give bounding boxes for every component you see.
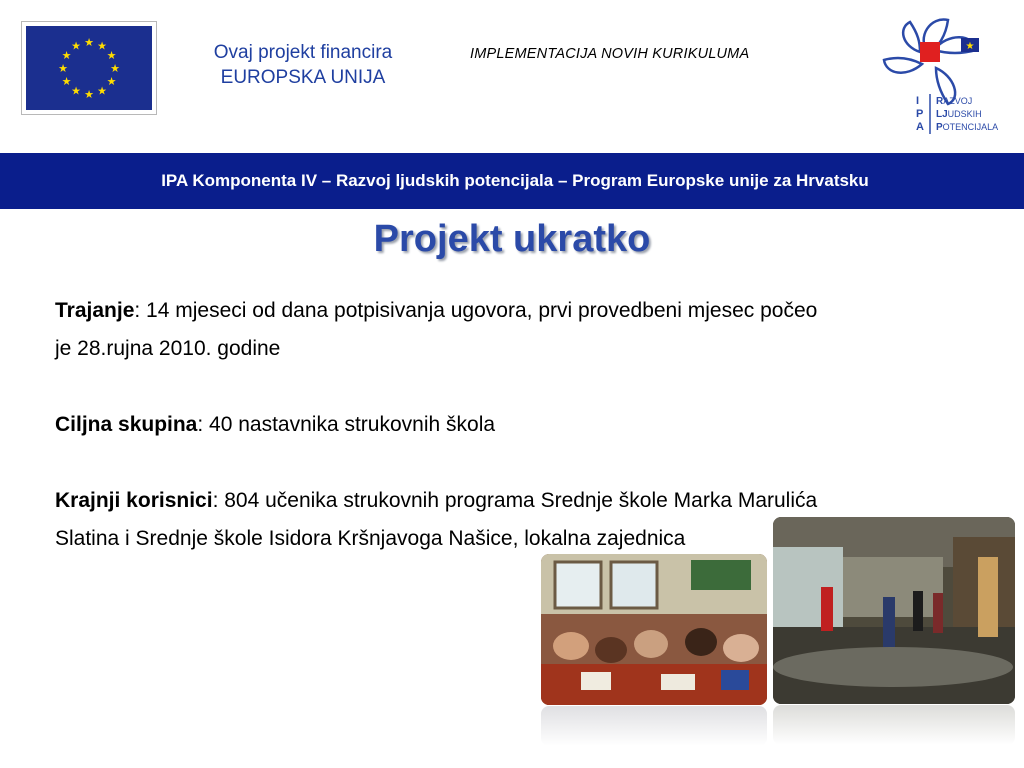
slide-title: Projekt ukratko	[373, 218, 651, 260]
funding-note	[168, 40, 438, 90]
eu-star-icon: ★	[110, 62, 120, 75]
item-duration-label: Trajanje	[55, 299, 135, 322]
eu-star-icon: ★	[106, 75, 117, 88]
logo-letter-p: P	[916, 108, 924, 120]
item-duration-text: : 14 mjeseci od dana potpisivanja ugovora, prvi provedbeni mjesec počeo je 28.rujna 2010. godine	[55, 299, 818, 360]
school-hallway-photo-reflection	[773, 705, 1015, 745]
program-banner: IPA Komponenta IV – Razvoj ljudskih potencijala – Program Europske unije za Hrvatsku	[0, 153, 1024, 209]
ipa-logo-graphic	[876, 6, 1016, 140]
classroom-photo-reflection	[541, 706, 767, 746]
eu-star-icon: ★	[58, 62, 68, 75]
eu-flag-graphic	[26, 26, 152, 110]
eu-star-icon: ★	[97, 84, 107, 98]
slide-content	[55, 292, 835, 558]
eu-star-icon: ★	[97, 39, 107, 53]
logo-word-potencijala: POTENCIJALA	[936, 122, 999, 133]
logo-word-ljudskih: LJUDSKIH	[936, 109, 982, 120]
item-target-group-label: Ciljna skupina	[55, 413, 198, 436]
eu-star-icon: ★	[71, 84, 81, 98]
ipa-logo-icon	[876, 6, 1016, 140]
eu-star-icon: ★	[61, 75, 72, 88]
item-end-users-text: : 804 učenika strukovnih programa Srednje škole Marka Marulića Slatina i Srednje škole Isidora Kršnjavoga Našice, lokalna zajednica	[55, 489, 818, 550]
item-target-group	[55, 406, 835, 444]
eu-flag-icon	[21, 21, 157, 115]
eu-star-icon: ★	[106, 49, 117, 62]
school-hallway-photo	[773, 517, 1015, 704]
item-end-users	[55, 482, 820, 558]
eu-star-icon: ★	[84, 88, 94, 101]
item-target-group-text: : 40 nastavnika strukovnih škola	[197, 413, 496, 436]
item-end-users-label: Krajnji korisnici	[55, 489, 213, 512]
funding-line-2: EUROPSKA UNIJA	[220, 67, 386, 88]
eu-star-icon: ★	[71, 39, 81, 53]
svg-text:★: ★	[965, 41, 975, 52]
eu-star-icon: ★	[61, 49, 72, 62]
classroom-photo	[541, 554, 767, 705]
logo-letter-i: I	[916, 95, 920, 107]
item-duration	[55, 292, 835, 368]
logo-letter-a: A	[916, 121, 924, 133]
logo-word-razvoj: RAZVOJ	[936, 96, 973, 107]
eu-star-icon: ★	[84, 36, 94, 49]
funding-line-1: Ovaj projekt financira	[213, 42, 393, 63]
program-title: IMPLEMENTACIJA NOVIH KURIKULUMA	[470, 46, 750, 62]
